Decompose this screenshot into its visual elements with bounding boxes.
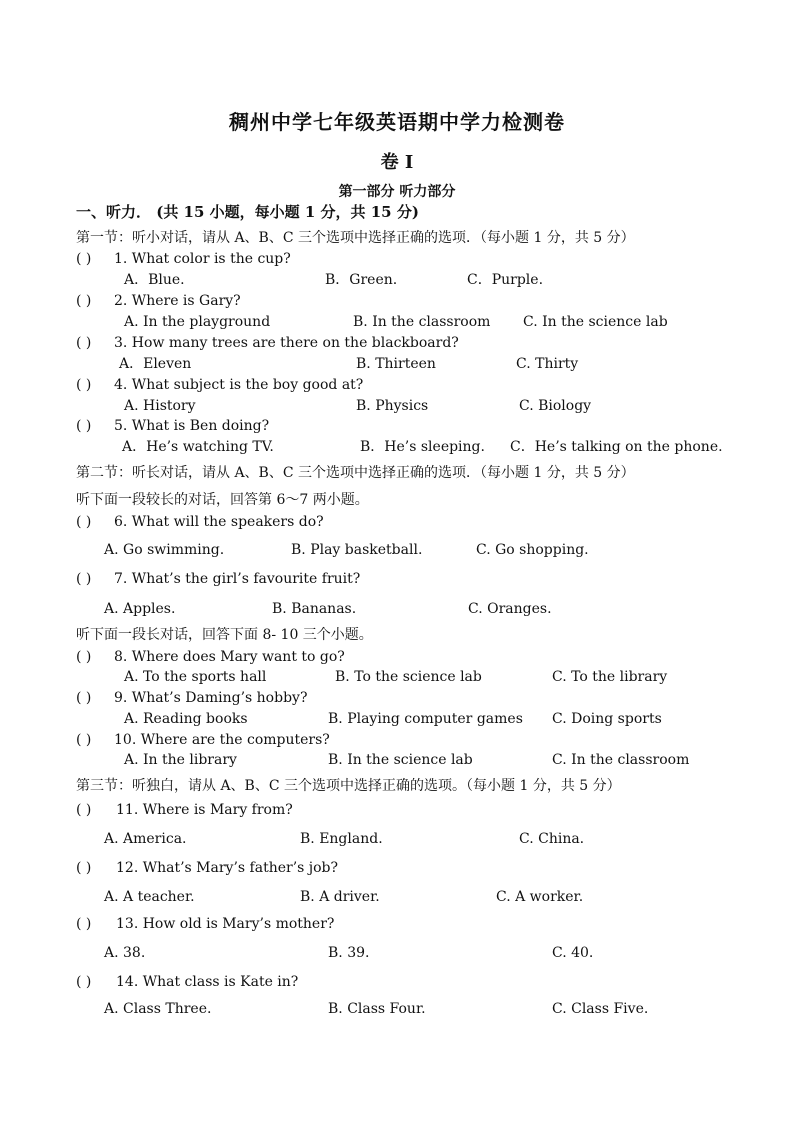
question-5: 5. What is Ben doing? <box>114 418 270 434</box>
q9-option-a: A. Reading books <box>124 711 248 727</box>
q8-option-a: A. To the sports hall <box>124 669 267 685</box>
q5-option-b: B．He’s sleeping. <box>360 439 485 455</box>
answer-blank-10[interactable]: ( ) <box>76 732 92 748</box>
question-12: 12. What’s Mary’s father’s job? <box>116 860 339 876</box>
question-3: 3. How many trees are there on the blackboard? <box>114 335 459 351</box>
page-title: 稠州中学七年级英语期中学力检测卷 <box>229 110 565 134</box>
question-2: 2. Where is Gary? <box>114 293 241 309</box>
volume-label: 卷 I <box>380 152 414 173</box>
answer-blank-2[interactable]: ( ) <box>76 293 92 309</box>
answer-blank-8[interactable]: ( ) <box>76 649 92 665</box>
q6-option-b: B. Play basketball. <box>291 542 423 558</box>
q11-option-a: A. America. <box>104 831 187 847</box>
answer-blank-12[interactable]: ( ) <box>76 860 92 876</box>
q1-option-a: A．Blue. <box>124 272 185 288</box>
q2-option-a: A. In the playground <box>124 314 271 330</box>
q8-option-b: B. To the science lab <box>335 669 482 685</box>
q5-option-c: C．He’s talking on the phone. <box>510 439 723 455</box>
section-3-instruction: 第三节：听独白，请从 A、B、C 三个选项中选择正确的选项。（每小题 1 分，共 5 分） <box>76 778 621 794</box>
q11-option-c: C. China. <box>519 831 585 847</box>
q12-option-a: A. A teacher. <box>104 889 195 905</box>
q13-option-c: C. 40. <box>552 945 594 961</box>
answer-blank-5[interactable]: ( ) <box>76 418 92 434</box>
listening-section-heading: 一、听力． (共 15 小题，每小题 1 分，共 15 分) <box>76 203 419 221</box>
q4-option-c: C. Biology <box>519 398 592 414</box>
question-14: 14. What class is Kate in? <box>116 974 299 990</box>
question-11: 11. Where is Mary from? <box>116 802 293 818</box>
q7-option-a: A. Apples. <box>104 601 176 617</box>
q2-option-c: C. In the science lab <box>523 314 668 330</box>
q8-option-c: C. To the library <box>552 669 668 685</box>
q4-option-a: A. History <box>124 398 196 414</box>
question-6: 6. What will the speakers do? <box>114 514 324 530</box>
section-1-instruction: 第一节：听小对话，请从 A、B、C 三个选项中选择正确的选项．（每小题 1 分，共 5 分） <box>76 230 635 246</box>
q14-option-a: A. Class Three. <box>104 1001 212 1017</box>
answer-blank-13[interactable]: ( ) <box>76 916 92 932</box>
q13-option-b: B. 39. <box>328 945 370 961</box>
answer-blank-1[interactable]: ( ) <box>76 251 92 267</box>
q11-option-b: B. England. <box>300 831 383 847</box>
answer-blank-6[interactable]: ( ) <box>76 514 92 530</box>
q10-option-b: B. In the science lab <box>328 752 473 768</box>
section-2-instruction: 第二节：听长对话，请从 A、B、C 三个选项中选择正确的选项．（每小题 1 分，共 5 分） <box>76 465 635 481</box>
answer-blank-9[interactable]: ( ) <box>76 690 92 706</box>
q1-option-b: B．Green. <box>325 272 398 288</box>
q12-option-c: C. A worker. <box>496 889 584 905</box>
question-1: 1. What color is the cup? <box>114 251 291 267</box>
q7-option-b: B. Bananas. <box>272 601 357 617</box>
q1-option-c: C．Purple. <box>467 272 544 288</box>
answer-blank-4[interactable]: ( ) <box>76 377 92 393</box>
question-8: 8. Where does Mary want to go? <box>114 649 345 665</box>
answer-blank-3[interactable]: ( ) <box>76 335 92 351</box>
question-13: 13. How old is Mary’s mother? <box>116 916 335 932</box>
answer-blank-7[interactable]: ( ) <box>76 571 92 587</box>
q10-option-c: C. In the classroom <box>552 752 690 768</box>
question-7: 7. What’s the girl’s favourite fruit? <box>114 571 361 587</box>
q5-option-a: A．He’s watching TV. <box>122 439 274 455</box>
answer-blank-14[interactable]: ( ) <box>76 974 92 990</box>
q3-option-a: A．Eleven <box>119 356 192 372</box>
section-2-sub-instruction-a: 听下面一段较长的对话，回答第 6～7 两小题。 <box>76 492 369 508</box>
q6-option-a: A. Go swimming. <box>104 542 225 558</box>
q9-option-c: C. Doing sports <box>552 711 662 727</box>
q2-option-b: B. In the classroom <box>353 314 491 330</box>
q9-option-b: B. Playing computer games <box>328 711 523 727</box>
q3-option-b: B. Thirteen <box>356 356 436 372</box>
question-9: 9. What’s Daming’s hobby? <box>114 690 308 706</box>
part-heading: 第一部分 听力部分 <box>338 184 456 200</box>
q3-option-c: C. Thirty <box>516 356 579 372</box>
section-2-sub-instruction-b: 听下面一段长对话，回答下面 8- 10 三个小题。 <box>76 627 373 643</box>
q12-option-b: B. A driver. <box>300 889 380 905</box>
q10-option-a: A. In the library <box>124 752 237 768</box>
question-4: 4. What subject is the boy good at? <box>114 377 364 393</box>
q14-option-b: B. Class Four. <box>328 1001 426 1017</box>
q13-option-a: A. 38. <box>104 945 146 961</box>
q14-option-c: C. Class Five. <box>552 1001 649 1017</box>
q7-option-c: C. Oranges. <box>468 601 552 617</box>
q4-option-b: B. Physics <box>356 398 429 414</box>
question-10: 10. Where are the computers? <box>114 732 330 748</box>
answer-blank-11[interactable]: ( ) <box>76 802 92 818</box>
q6-option-c: C. Go shopping. <box>476 542 589 558</box>
